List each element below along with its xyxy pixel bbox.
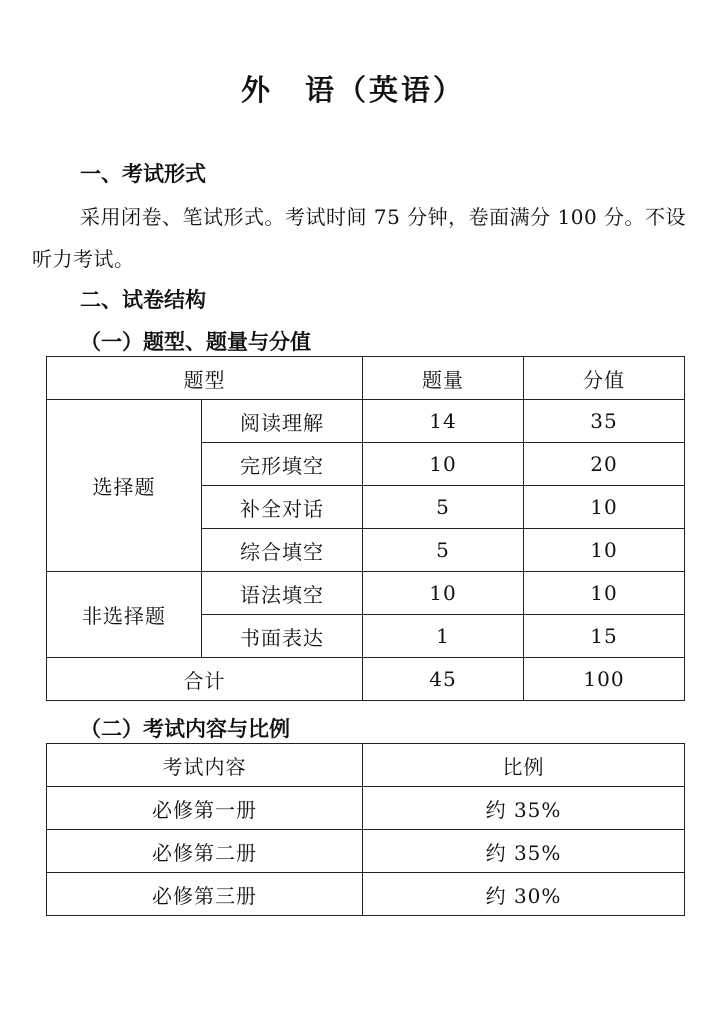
row-content: 必修第三册	[47, 873, 363, 916]
header-score: 分值	[524, 357, 685, 400]
page-title: 外 语（英语）	[240, 73, 465, 107]
section-heading-paper-structure: 二、试卷结构	[80, 288, 206, 312]
group-label-non-choice: 非选择题	[47, 572, 202, 658]
table-row	[47, 572, 685, 615]
row-content: 必修第二册	[47, 830, 363, 873]
header-question-type: 题型	[47, 357, 363, 400]
row-score: 10	[524, 486, 685, 529]
subsection-heading-content-ratio: （二）考试内容与比例	[80, 717, 290, 741]
header-ratio: 比例	[363, 744, 685, 787]
row-count: 5	[363, 529, 524, 572]
row-name: 语法填空	[202, 572, 363, 615]
total-score: 100	[524, 658, 685, 701]
table-row	[47, 830, 685, 873]
table-header-row	[47, 357, 685, 400]
row-count: 14	[363, 400, 524, 443]
row-score: 20	[524, 443, 685, 486]
row-count: 10	[363, 443, 524, 486]
question-types-table	[46, 356, 685, 701]
row-name: 补全对话	[202, 486, 363, 529]
table-header-row	[47, 744, 685, 787]
content-ratio-table	[46, 743, 685, 916]
total-label: 合计	[47, 658, 363, 701]
header-question-count: 题量	[363, 357, 524, 400]
row-score: 35	[524, 400, 685, 443]
row-name: 阅读理解	[202, 400, 363, 443]
table-total-row	[47, 658, 685, 701]
row-score: 10	[524, 572, 685, 615]
row-count: 10	[363, 572, 524, 615]
table-row	[47, 400, 685, 443]
subsection-heading-question-types: （一）题型、题量与分值	[80, 330, 311, 354]
row-count: 1	[363, 615, 524, 658]
table-row	[47, 873, 685, 916]
row-name: 书面表达	[202, 615, 363, 658]
table-row	[47, 787, 685, 830]
row-score: 15	[524, 615, 685, 658]
row-ratio: 约 35%	[363, 830, 685, 873]
row-score: 10	[524, 529, 685, 572]
row-name: 完形填空	[202, 443, 363, 486]
row-ratio: 约 30%	[363, 873, 685, 916]
row-count: 5	[363, 486, 524, 529]
section-heading-exam-format: 一、考试形式	[80, 162, 206, 186]
group-label-choice: 选择题	[47, 400, 202, 572]
row-content: 必修第一册	[47, 787, 363, 830]
row-name: 综合填空	[202, 529, 363, 572]
row-ratio: 约 35%	[363, 787, 685, 830]
header-content: 考试内容	[47, 744, 363, 787]
exam-format-paragraph: 采用闭卷、笔试形式。考试时间 75 分钟，卷面满分 100 分。不设听力考试。	[32, 205, 687, 271]
total-count: 45	[363, 658, 524, 701]
